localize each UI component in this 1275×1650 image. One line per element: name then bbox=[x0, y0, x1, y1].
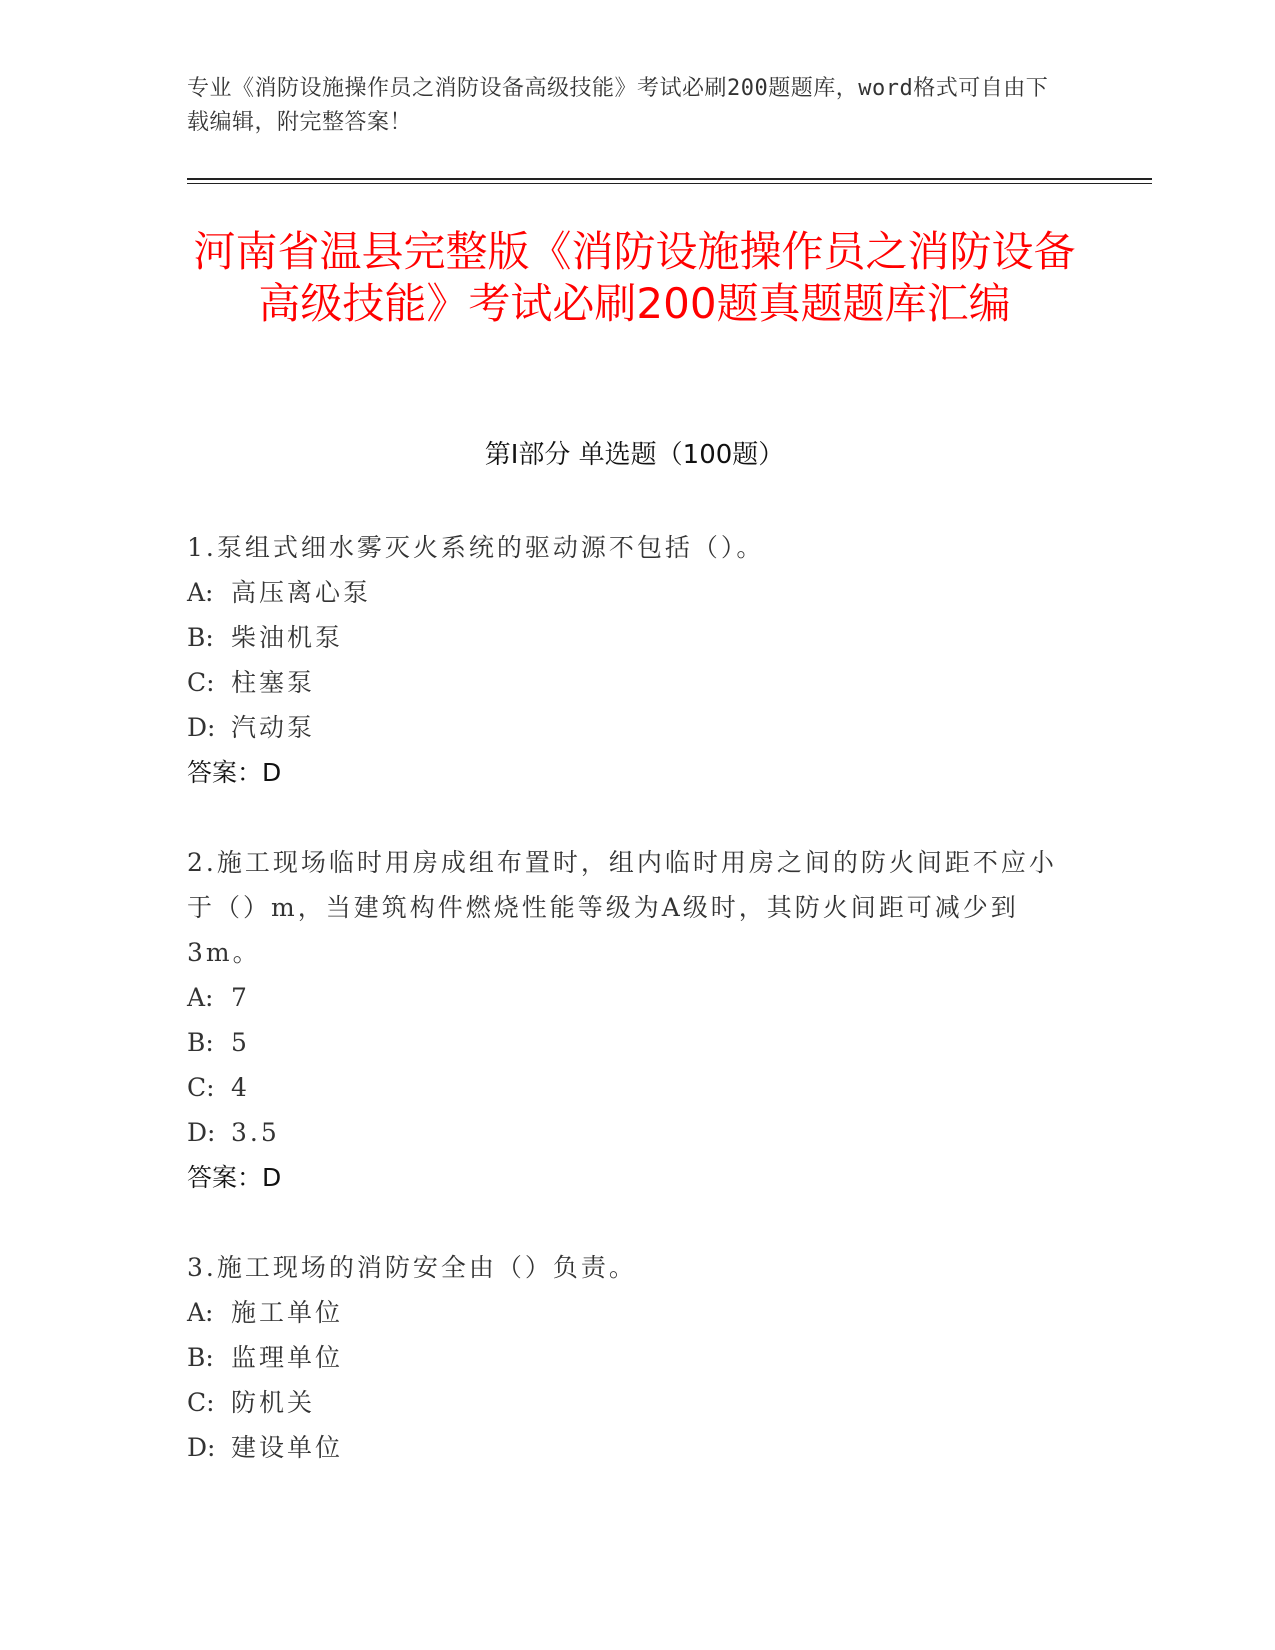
option-key: D: bbox=[187, 713, 216, 742]
option-key: B: bbox=[187, 1028, 214, 1057]
question-answer: 答案：D bbox=[187, 758, 282, 787]
header-note: 专业《消防设施操作员之消防设备高级技能》考试必刷200题题库，word格式可自由下载编辑，附完整答案！ bbox=[187, 76, 1049, 135]
question-option bbox=[187, 1380, 1067, 1425]
header-divider-thin bbox=[187, 183, 1152, 184]
question-item bbox=[187, 525, 1067, 795]
option-key: A: bbox=[187, 983, 214, 1012]
question-stem: 1.泵组式细水雾灭火系统的驱动源不包括（）。 bbox=[187, 533, 765, 562]
question-option bbox=[187, 1335, 1067, 1380]
question-option bbox=[187, 1020, 1067, 1065]
question-option bbox=[187, 570, 1067, 615]
option-key: A: bbox=[187, 578, 214, 607]
option-text: 汽动泵 bbox=[231, 713, 316, 742]
section-heading: 第Ⅰ部分 单选题（100题） bbox=[484, 440, 785, 470]
option-key: B: bbox=[187, 623, 214, 652]
option-text: 监理单位 bbox=[231, 1343, 344, 1372]
option-text: 柱塞泵 bbox=[231, 668, 316, 697]
question-stem: 3.施工现场的消防安全由（）负责。 bbox=[187, 1253, 637, 1282]
question-option bbox=[187, 1110, 1067, 1155]
question-option bbox=[187, 1290, 1067, 1335]
option-key: D: bbox=[187, 1433, 216, 1462]
question-option bbox=[187, 705, 1067, 750]
option-text: 防机关 bbox=[231, 1388, 316, 1417]
question-stem: 2.施工现场临时用房成组布置时，组内临时用房之间的防火间距不应小于（）m，当建筑构件燃烧性能等级为A级时，其防火间距可减少到3m。 bbox=[187, 848, 1057, 967]
question-answer: 答案：D bbox=[187, 1163, 282, 1192]
question-option bbox=[187, 1065, 1067, 1110]
question-option bbox=[187, 1425, 1067, 1470]
option-text: 建设单位 bbox=[231, 1433, 344, 1462]
option-key: D: bbox=[187, 1118, 216, 1147]
question-option bbox=[187, 975, 1067, 1020]
question-option bbox=[187, 660, 1067, 705]
question-option bbox=[187, 615, 1067, 660]
option-key: C: bbox=[187, 1073, 215, 1102]
option-key: A: bbox=[187, 1298, 214, 1327]
header-divider-thick bbox=[187, 178, 1152, 180]
option-key: C: bbox=[187, 1388, 215, 1417]
question-list bbox=[187, 525, 1067, 1515]
option-text: 5 bbox=[231, 1028, 250, 1057]
option-text: 柴油机泵 bbox=[231, 623, 344, 652]
option-text: 7 bbox=[231, 983, 250, 1012]
option-key: C: bbox=[187, 668, 215, 697]
question-item bbox=[187, 1245, 1067, 1470]
option-text: 高压离心泵 bbox=[231, 578, 372, 607]
document-title: 河南省温县完整版《消防设施操作员之消防设备高级技能》考试必刷200题真题题库汇编 bbox=[193, 227, 1076, 328]
option-text: 施工单位 bbox=[231, 1298, 344, 1327]
option-key: B: bbox=[187, 1343, 214, 1372]
option-text: 3.5 bbox=[231, 1118, 280, 1147]
option-text: 4 bbox=[231, 1073, 250, 1102]
question-item bbox=[187, 840, 1067, 1200]
